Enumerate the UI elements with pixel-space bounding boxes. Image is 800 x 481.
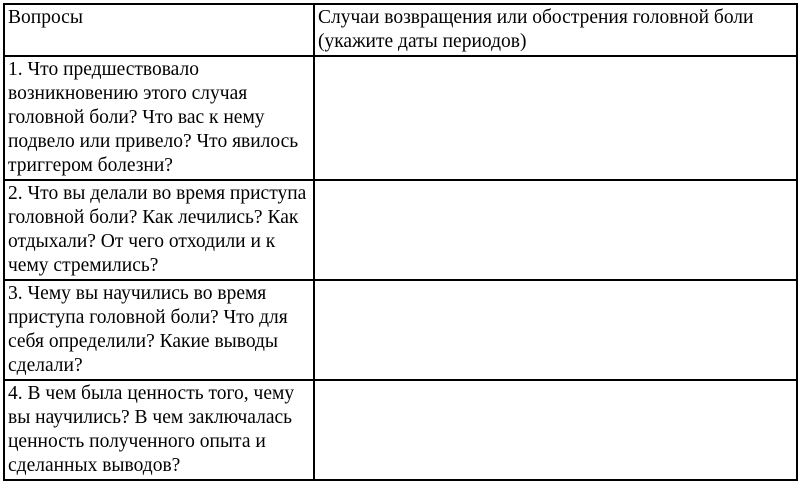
answer-cell-3[interactable] — [314, 280, 797, 380]
answer-cell-2[interactable] — [314, 180, 797, 280]
answer-cell-1[interactable] — [314, 56, 797, 180]
table-row — [4, 380, 797, 480]
table-header-row — [4, 4, 797, 56]
headache-questionnaire-table — [3, 3, 798, 481]
question-cell-2: 2. Что вы делали во время приступа головной боли? Как лечились? Как отдыхали? От чего отходили и к чему стремились? — [4, 180, 314, 280]
question-cell-3: 3. Чему вы научились во время приступа головной боли? Что для себя определили? Какие выводы сделали? — [4, 280, 314, 380]
questions-column-header: Вопросы — [4, 4, 314, 56]
question-cell-4: 4. В чем была ценность того, чему вы научились? В чем заключалась ценность полученного опыта и сделанных выводов? — [4, 380, 314, 480]
table-row — [4, 280, 797, 380]
table-row — [4, 180, 797, 280]
question-cell-1: 1. Что предшествовало возникновению этого случая головной боли? Что вас к нему подвело или привело? Что явилось триггером болезни? — [4, 56, 314, 180]
cases-column-header: Случаи возвращения или обострения головной боли (укажите даты периодов) — [314, 4, 797, 56]
answer-cell-4[interactable] — [314, 380, 797, 480]
table-row — [4, 56, 797, 180]
